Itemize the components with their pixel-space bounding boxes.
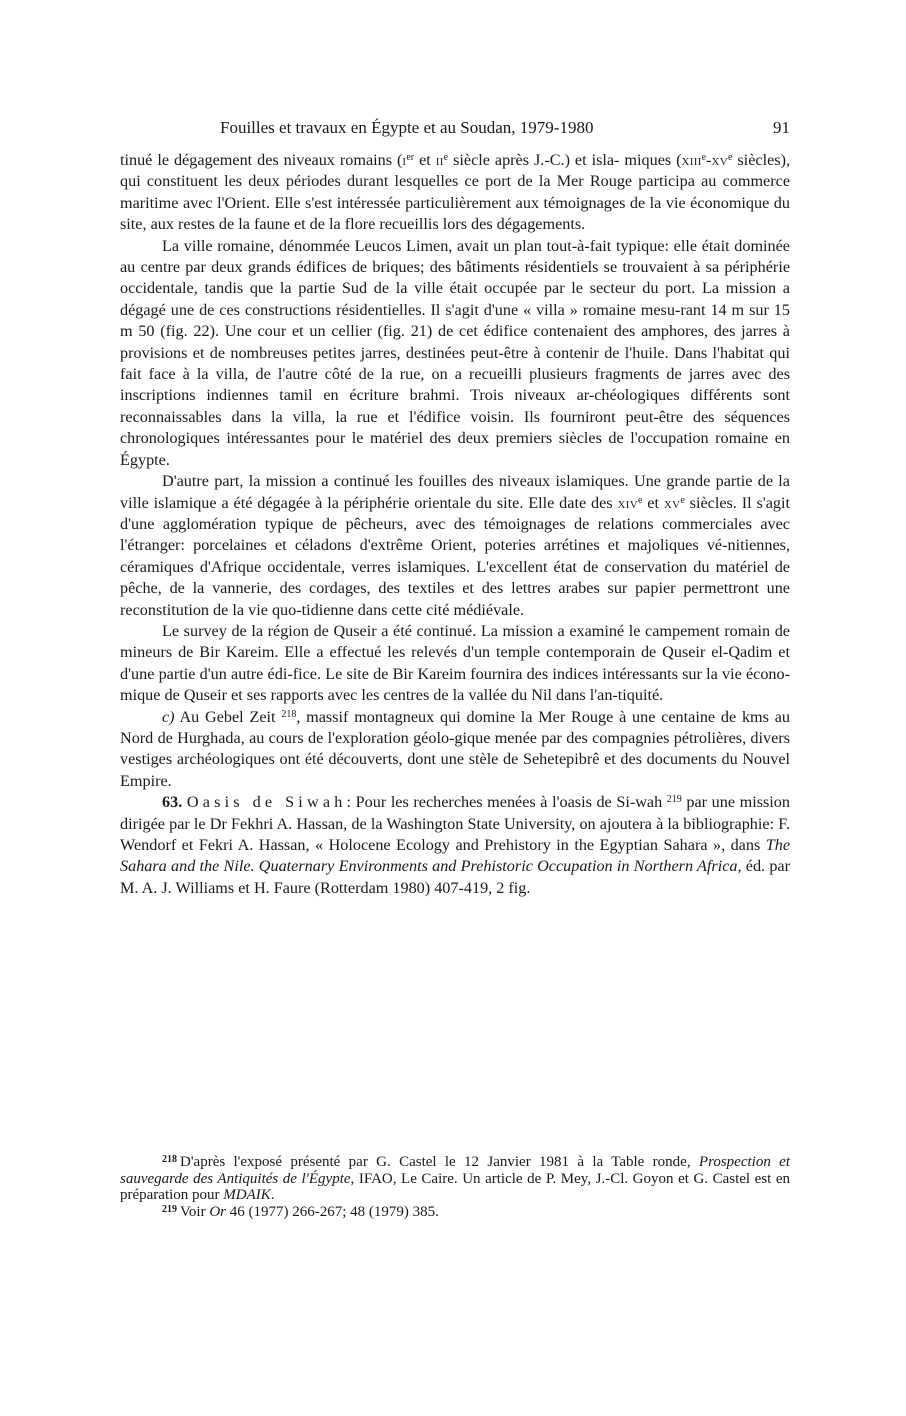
paragraph-4: Le survey de la région de Quseir a été continué. La mission a examiné le campement romain de mineurs de Bir Kareim. Elle a effectué les relevés d'un temple contemporain de Quseir el-Qadim et d'une partie d'un autre édi-fice. Le site de Bir Kareim fournira des indices intéressants sur la vie écono-mique de Quseir et ses rapports avec les centres de la vallée du Nil dans l'an-tiquité. [120, 621, 790, 705]
running-title: Fouilles et travaux en Égypte et au Soudan, 1979-1980 [220, 118, 594, 137]
footnote-number: 219 [162, 1203, 177, 1215]
section-heading: Oasis de Siwah [186, 793, 347, 812]
main-text [120, 150, 790, 899]
page-number: 91 [773, 118, 790, 137]
paragraph-5: c) Au Gebel Zeit $^{218}$, massif montagneux qui domine la Mer Rouge à une centaine de kms au Nord de Hurghada, au cours de l'exploration géolo-gique menée par des compagnies pétrolières, divers vestiges archéologiques ont été découverts, dont une stèle de Sehetepibrê et des documents du Nouvel Empire. [120, 707, 791, 790]
footnote-218: $^{218}$ D'après l'exposé présenté par G. Castel le 12 Janvier 1981 à la Table ronde, Prospection et sauvegarde des Antiquités de l'Égypte, IFAO, Le Caire. Un article de P. Mey, J.-Cl. Goyon et G. Castel est en préparation pour MDAIK. [120, 1154, 790, 1203]
journal-abbrev: Or [209, 1203, 226, 1220]
paragraph-1: tinué le dégagement des niveaux romains ($i^{er}$ et $ii^e$ siècle après J.-C.) et isla- miques ($xiii^e-xv^e$ siècles), qui constituent les deux périodes durant lesquelles ce port de la Mer Rouge participa au commerce maritime avec l'Orient. Elle s'est intéressée particulièrement aux témoignages de la vie économique du site, aux restes de la faune et de la flore recueillis lors des dégagements. [120, 151, 791, 234]
footnote-ref-219[interactable]: 219 [666, 794, 682, 806]
list-label: c) [162, 707, 175, 726]
journal-abbrev: MDAIK [223, 1187, 271, 1203]
footnote-219: $^{219}$ Voir Or 46 (1977) 266-267; 48 (1979) 385. [162, 1203, 439, 1220]
section-number: 63. [162, 793, 183, 812]
paragraph-3: D'autre part, la mission a continué les fouilles des niveaux islamiques. Une grande partie de la ville islamique a été dégagée à la périphérie orientale du site. Elle date des xiv$^e$ et $xv^e$ siècles. Il s'agit d'une agglomération typique de pêcheurs, avec des témoignages de relations commerciales avec l'étranger: porcelaines et céladons d'extrême Orient, poteries arrétines et majoliques vé-nitiennes, céramiques d'Afrique occidentale, verres islamiques. L'excellent état de conservation du matériel de pêche, de la vannerie, des cordages, des textiles et des lettres arabes sur papier permettront une reconstitution de la vie quo-tidienne dans cette cité médiévale. [120, 472, 790, 619]
paragraph-6: 63. Oasis de Siwah: Pour les recherches menées à l'oasis de Si-wah $^{219}$ par une mission dirigée par le Dr Fekhri A. Hassan, de la Washington State University, on ajoutera à la bibliographie: F. Wendorf et Fekri A. Hassan, « Holocene Ecology and Prehistory in the Egyptian Sahara », dans The Sahara and the Nile. Quaternary Environments and Prehistoric Occupation in Northern Africa, éd. par M. A. J. Williams et H. Faure (Rotterdam 1980) 407-419, 2 fig. [120, 793, 791, 897]
running-header [120, 116, 790, 140]
footnotes [120, 1154, 790, 1220]
footnote-ref-218[interactable]: 218 [281, 708, 297, 720]
paragraph-2: La ville romaine, dénommée Leucos Limen, avait un plan tout-à-fait typique: elle était dominée au centre par deux grands édifices de briques; des bâtiments résidentiels se trouvaient à sa périphérie occidentale, tandis que la partie Sud de la ville était occupée par le secteur du port. La mission a dégagé une de ces constructions résidentielles. Il s'agit d'une « villa » romaine mesu-rant 14 m sur 15 m 50 (fig. 22). Une cour et un cellier (fig. 21) de cet édifice contenaient des amphores, des jarres à provisions et de nombreuses petites jarres, destinées peut-être à contenir de l'huile. Dans l'habitat qui fait face à la villa, de l'autre côté de la rue, on a recueilli plusieurs fragments de jarres avec des inscriptions indiennes tamil en écriture brahmi. Trois niveaux ar-chéologiques différents sont reconnaissables dans la villa, la rue et l'édifice voisin. Ils fourniront peut-être des séquences chronologiques intéressantes pour le matériel des deux premiers siècles de l'occupation romaine en Égypte. [120, 236, 790, 469]
book-title: The Sahara and the Nile. Quaternary Environments and Prehistoric Occupation in Northern Africa [120, 836, 790, 876]
footnote-number: 218 [162, 1154, 177, 1165]
